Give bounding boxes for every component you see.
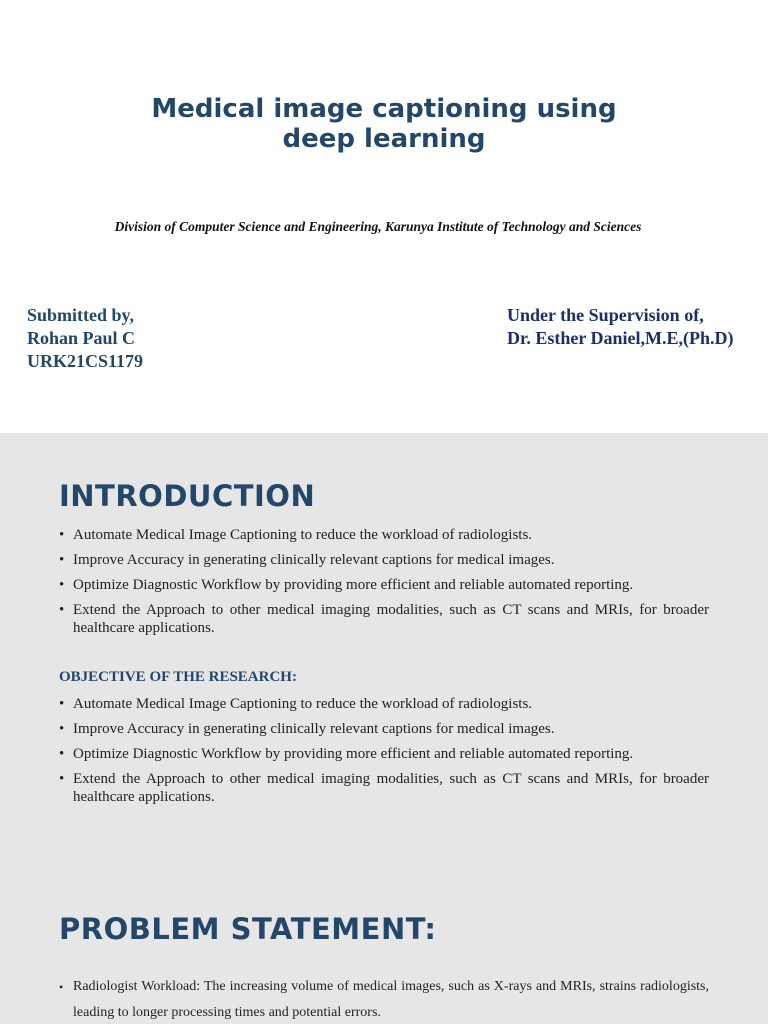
- list-item: • Radiologist Workload: The increasing volume of medical images, such as X-rays and MRIs, strains radiologists, leading to longer processing times and potential errors.: [59, 974, 709, 1026]
- submitted-by-block: [27, 304, 143, 373]
- objective-heading: OBJECTIVE OF THE RESEARCH:: [59, 669, 297, 685]
- student-id: URK21CS1179: [27, 351, 144, 371]
- presentation-title: [0, 94, 768, 154]
- supervision-label: Under the Supervision of,: [507, 305, 704, 325]
- list-item: • Extend the Approach to other medical imaging modalities, such as CT scans and MRIs, for broader healthcare applications.: [59, 601, 709, 637]
- objective-list: [59, 695, 709, 813]
- list-item: • Optimize Diagnostic Workflow by providing more efficient and reliable automated reporting.: [59, 745, 709, 763]
- list-item: • Automate Medical Image Captioning to reduce the workload of radiologists.: [59, 526, 709, 544]
- introduction-list: [59, 526, 709, 644]
- supervisor-name: Dr. Esther Daniel,M.E,(Ph.D): [507, 328, 734, 348]
- list-item: • Automate Medical Image Captioning to reduce the workload of radiologists.: [59, 695, 709, 713]
- problem-list: [59, 974, 709, 1026]
- title-slide: [0, 0, 768, 433]
- title-line-2: deep learning: [282, 124, 486, 154]
- list-item: • Extend the Approach to other medical imaging modalities, such as CT scans and MRIs, for broader healthcare applications.: [59, 770, 709, 806]
- list-item: • Improve Accuracy in generating clinically relevant captions for medical images.: [59, 720, 709, 738]
- list-item: • Improve Accuracy in generating clinically relevant captions for medical images.: [59, 551, 709, 569]
- supervision-block: [507, 304, 734, 350]
- title-line-1: Medical image captioning using: [151, 94, 617, 124]
- list-item: • Optimize Diagnostic Workflow by providing more efficient and reliable automated reporting.: [59, 576, 709, 594]
- student-name: Rohan Paul C: [27, 328, 136, 348]
- introduction-slide: [0, 433, 768, 1024]
- submitted-by-label: Submitted by,: [27, 305, 135, 325]
- problem-statement-heading: PROBLEM STATEMENT:: [59, 912, 437, 946]
- introduction-heading: INTRODUCTION: [59, 479, 316, 513]
- division-subtitle: Division of Computer Science and Engineering, Karunya Institute of Technology and Sciences: [114, 219, 642, 234]
